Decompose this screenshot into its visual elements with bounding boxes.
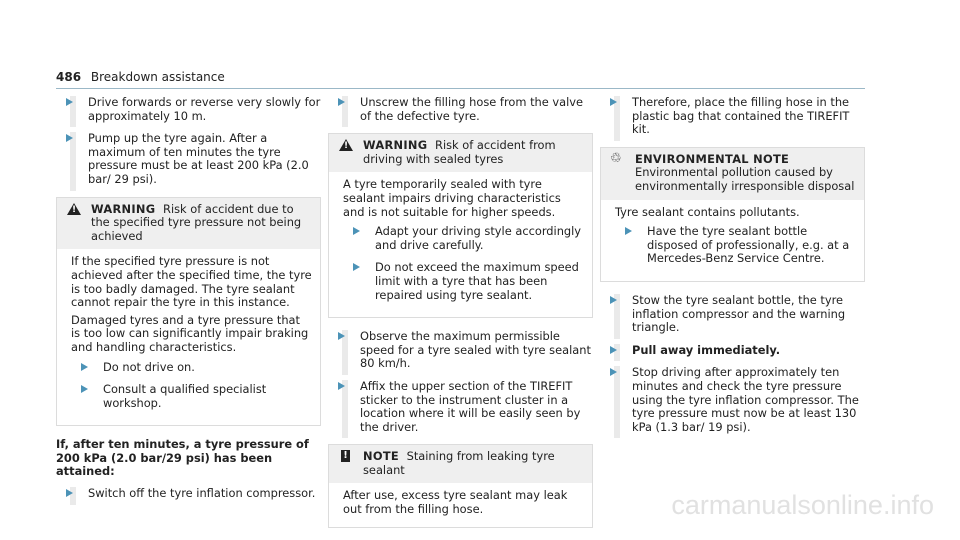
instruction-step: Pump up the tyre again. After a maximum of ten minutes the tyre pressure must be at least 200 kPa (2.0 bar/ 29 psi). <box>56 132 321 186</box>
step-arrow-icon <box>338 332 345 340</box>
note-box <box>328 444 593 527</box>
step-arrow-icon <box>338 382 345 390</box>
warning-label: WARNING <box>363 138 428 153</box>
page-header <box>56 70 225 84</box>
step-arrow-icon <box>66 98 73 106</box>
column-2 <box>328 96 593 540</box>
page-number: 486 <box>56 70 82 84</box>
section-title: Breakdown assistance <box>90 70 225 84</box>
header-divider <box>56 88 865 89</box>
note-title: Staining from leaking tyre sealant <box>363 449 555 477</box>
watermark: carmanualsonline.info <box>671 490 934 520</box>
step-arrow-icon <box>610 368 617 376</box>
step-arrow-icon <box>66 134 73 142</box>
subheading: If, after ten minutes, a tyre pressure of 200 kPa (2.0 bar/29 psi) has been attained: <box>56 437 309 479</box>
instruction-step: Consult a qualified specialist workshop. <box>71 383 312 410</box>
warning-title: Risk of accident from driving with sealed tyres <box>363 138 556 166</box>
step-arrow-icon <box>81 363 88 371</box>
warning-label: WARNING <box>91 201 156 216</box>
instruction-step: Do not drive on. <box>71 361 312 375</box>
step-arrow-icon <box>610 296 617 304</box>
step-arrow-icon <box>610 346 617 354</box>
step-arrow-icon <box>625 227 632 235</box>
step-arrow-icon <box>353 227 360 235</box>
instruction-step: Drive forwards or reverse very slowly for approximately 10 m. <box>56 96 321 123</box>
instruction-step: Adapt your driving style accordingly and drive carefully. <box>343 225 584 252</box>
note-text: After use, excess tyre sealant may leak out from the filling hose. <box>343 488 568 517</box>
instruction-step: Unscrew the filling hose from the valve of the defective tyre. <box>328 96 593 123</box>
column-1 <box>56 96 321 510</box>
instruction-step: Stow the tyre sealant bottle, the tyre inflation compressor and the warning triangle. <box>600 294 865 335</box>
instruction-step: Therefore, place the filling hose in the plastic bag that contained the TIREFIT kit. <box>600 96 865 137</box>
instruction-step: Observe the maximum permissible speed for a tyre sealed with tyre sealant 80 km/h. <box>328 330 593 371</box>
environment-leaf-icon: ♲ <box>610 150 622 166</box>
warning-triangle-icon <box>339 139 353 151</box>
env-note-title: Environmental pollution caused by environmentally irresponsible disposal <box>635 165 855 193</box>
step-arrow-icon <box>338 98 345 106</box>
env-note-label: ENVIRONMENTAL NOTE <box>635 151 790 166</box>
environmental-note-box <box>600 147 865 282</box>
instruction-step: Have the tyre sealant bottle disposed of professionally, e.g. at a Mercedes-Benz Service Centre. <box>615 225 856 266</box>
column-3 <box>600 96 865 443</box>
env-note-text: Tyre sealant contains pollutants. <box>615 204 800 219</box>
warning-box <box>56 197 321 427</box>
step-arrow-icon <box>353 263 360 271</box>
warning-text: A tyre temporarily sealed with tyre sealant impairs driving characteristics and is not suitable for higher speeds. <box>343 177 561 219</box>
instruction-step: Affix the upper section of the TIREFIT sticker to the instrument cluster in a location where it will be easily seen by the driver. <box>328 380 593 434</box>
step-arrow-icon <box>81 385 88 393</box>
instruction-step: Stop driving after approximately ten minutes and check the tyre pressure using the tyre inflation compressor. The tyre pressure must now be at least 130 kPa (1.3 bar/ 19 psi). <box>600 366 865 434</box>
warning-text: If the specified tyre pressure is not achieved after the specified time, the tyre is too badly damaged. The tyre sealant cannot repair the tyre in this instance. <box>71 254 312 310</box>
warning-text: Damaged tyres and a tyre pressure that is too low can significantly impair braking and handling characteristics. <box>71 312 309 354</box>
warning-triangle-icon <box>67 203 81 215</box>
note-label: NOTE <box>363 449 399 464</box>
note-exclamation-icon: ! <box>341 450 350 462</box>
instruction-step: Switch off the tyre inflation compressor. <box>56 487 321 501</box>
instruction-step: Do not exceed the maximum speed limit with a tyre that has been repaired using tyre sealant. <box>343 261 584 302</box>
step-arrow-icon <box>66 489 73 497</box>
warning-title: Risk of accident due to the specified tyre pressure not being achieved <box>91 201 302 243</box>
step-arrow-icon <box>610 98 617 106</box>
instruction-step: Pull away immediately. <box>600 344 865 358</box>
warning-box <box>328 133 593 318</box>
